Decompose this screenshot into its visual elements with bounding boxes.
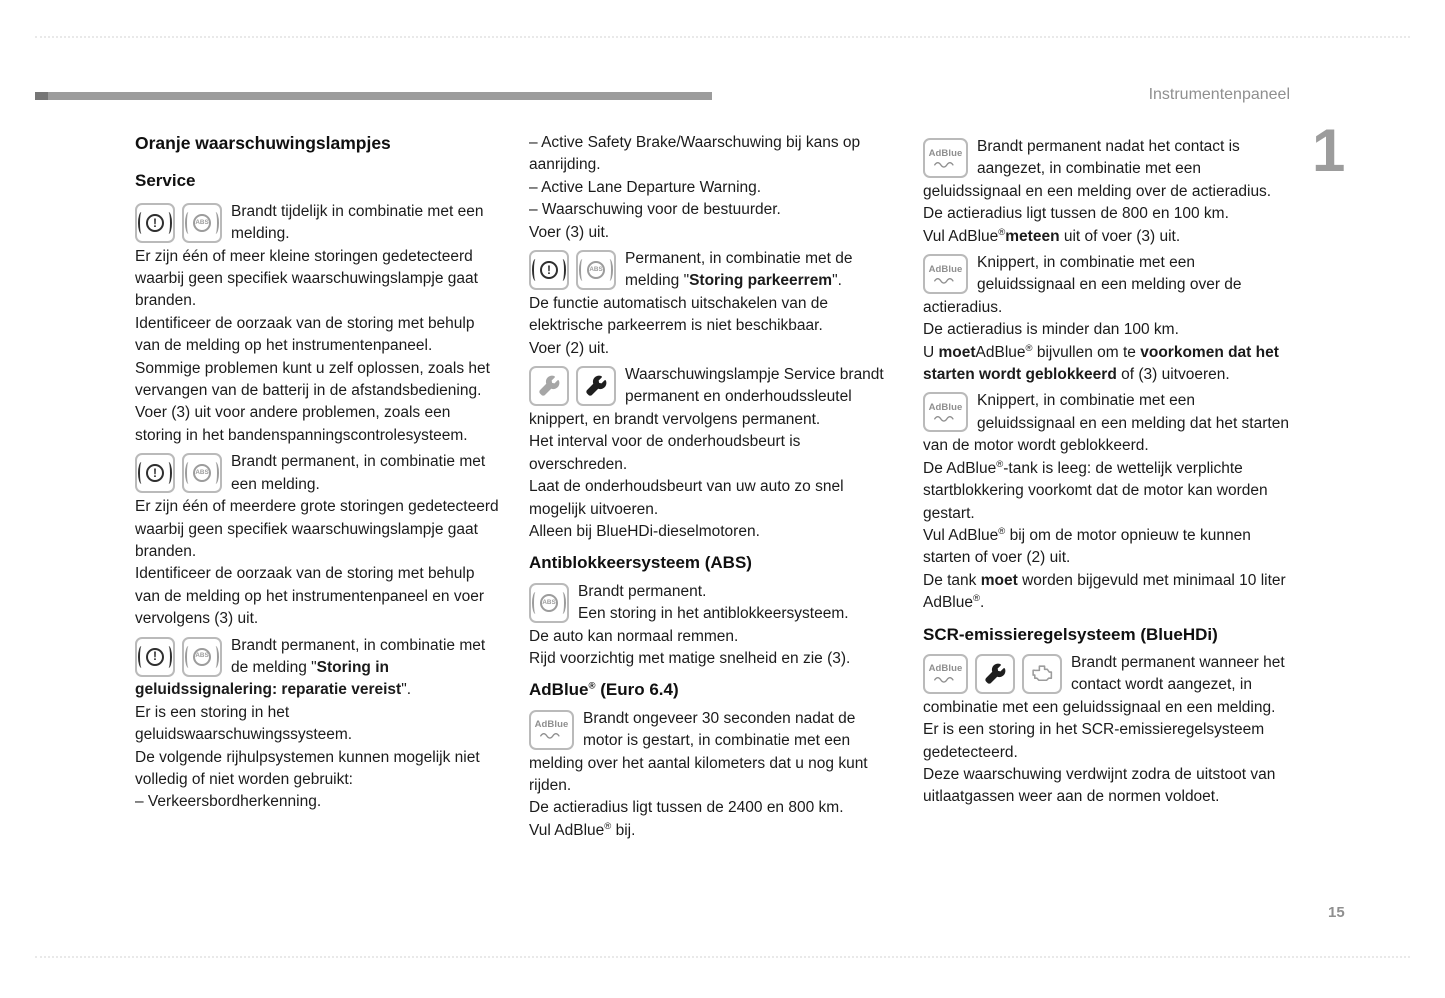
icon-group (135, 453, 222, 493)
icon-group (923, 392, 968, 432)
paren-right (212, 462, 219, 484)
adblue-icon (923, 254, 968, 294)
paragraph: Deze waarschuwing verdwijnt zodra de uitstoot van uitlaatgassen weer aan de normen voldoet. (923, 765, 1276, 806)
wrench-bold-icon (975, 654, 1015, 694)
adblue-icon (529, 710, 574, 750)
list-item: – Active Lane Departure Warning. (529, 178, 762, 196)
scr-entry (923, 652, 1293, 719)
adblue-label: AdBlue (928, 147, 963, 159)
paragraph: Er is een storing in het geluidswaarschuwingssysteem. (135, 703, 353, 744)
heading-service: Service (135, 171, 196, 191)
paren-left (185, 212, 192, 234)
entry-text: Brandt permanent wanneer het contact wordt aangezet, in combinatie met een geluidssignaal en een melding. (923, 653, 1285, 716)
service-interval-entry (529, 364, 891, 431)
abs-glyph: ABS (540, 594, 558, 612)
entry-text: Brandt permanent, in combinatie met de melding "Storing in geluidssignalering: reparatie vereist". (135, 636, 486, 699)
engine-icon (1022, 654, 1062, 694)
abs-glyph: ABS (587, 261, 605, 279)
adblue-icon (923, 654, 968, 694)
warning-entry (135, 635, 499, 702)
icon-group (135, 637, 222, 677)
paragraph: Vul AdBlue® bij om de motor opnieuw te kunnen starten of voer (2) uit. (923, 525, 1251, 567)
bottom-divider (35, 956, 1410, 958)
paragraph: De volgende rijhulpsystemen kunnen mogelijk niet volledig of niet worden gebruikt: (135, 748, 480, 788)
paragraph: Er is een storing in het SCR-emissieregelsysteem gedetecteerd. (923, 721, 1265, 761)
paren-left (579, 259, 586, 281)
adblue-icon (923, 392, 968, 432)
adblue-entry (923, 390, 1293, 457)
paragraph: De functie automatisch uitschakelen van de elektrische parkeerrem is niet beschikbaar. (529, 294, 828, 335)
section-bar (35, 92, 712, 100)
chapter-tab: 1 (1312, 117, 1346, 184)
entry-text: Brandt permanent, in combinatie met een melding. (231, 453, 486, 493)
paragraph: De AdBlue®-tank is leeg: de wettelijk verplichte startblokkering voorkomt dat de motor kan worden gestart. (923, 458, 1268, 522)
paragraph: Voer (2) uit. (529, 339, 610, 357)
paragraph: Identificeer de oorzaak van de storing met behulp van de melding op het instrumentenpaneel. (135, 314, 475, 355)
warning-entry (135, 201, 499, 246)
entry-text: Brandt permanent. Een storing in het antiblokkeersysteem. (578, 582, 849, 623)
service-warning-icon (529, 250, 569, 290)
paragraph: Het interval voor de onderhoudsbeurt is overschreden. (529, 433, 801, 473)
abs-entry (529, 581, 891, 626)
adblue-label: AdBlue (928, 401, 963, 413)
entry-text: Brandt ongeveer 30 seconden nadat de motor is gestart, in combinatie met een melding over het aantal kilometers dat u nog kunt rijden. (529, 709, 868, 794)
exclamation-glyph: ! (146, 214, 164, 232)
paragraph: De tank moet worden bijgevuld met minimaal 10 liter AdBlue®. (923, 571, 1286, 612)
abs-icon (529, 583, 569, 623)
icon-group (923, 254, 968, 294)
icon-group (529, 250, 616, 290)
service-warning-icon (135, 637, 175, 677)
adblue-label: AdBlue (928, 663, 963, 675)
abs-glyph: ABS (193, 648, 211, 666)
wave-glyph (933, 674, 959, 684)
adblue-label: AdBlue (534, 719, 569, 731)
paren-left (138, 646, 145, 668)
column-3 (923, 132, 1293, 809)
paragraph: Vul AdBlue®meteen uit of voer (3) uit. (923, 226, 1181, 245)
paragraph: De actieradius is minder dan 100 km. (923, 321, 1179, 339)
top-divider (35, 36, 1410, 38)
paren-left (532, 592, 539, 614)
icon-group (135, 203, 222, 243)
paragraph: Identificeer de oorzaak van de storing met behulp van de melding op het instrumentenpaneel en voer vervolgens (3) uit. (135, 565, 484, 628)
warning-entry (135, 451, 499, 496)
entry-text: Brandt tijdelijk in combinatie met een melding. (231, 202, 484, 243)
abs-glyph: ABS (193, 464, 211, 482)
abs-icon (182, 637, 222, 677)
heading-adblue: AdBlue® (Euro 6.4) (529, 680, 679, 700)
page-title: Oranje waarschuwingslampjes (135, 133, 391, 153)
heading-abs: Antiblokkeersysteem (ABS) (529, 553, 752, 573)
wave-glyph (933, 159, 959, 169)
abs-icon (576, 250, 616, 290)
entry-text: Brandt permanent nadat het contact is aangezet, in combinatie met een geluidssignaal en een melding over de actieradius. (923, 138, 1272, 200)
icon-group (529, 583, 569, 623)
paren-left (185, 646, 192, 668)
service-warning-icon (135, 203, 175, 243)
paragraph: Sommige problemen kunt u zelf oplossen, zoals het vervangen van de batterij in de afstandsbediening. (135, 359, 490, 400)
icon-group (529, 366, 616, 406)
paren-left (185, 462, 192, 484)
wave-glyph (933, 275, 959, 285)
paragraph: De actieradius ligt tussen de 2400 en 800 km. (529, 799, 844, 817)
page-number: 15 (1328, 904, 1345, 921)
paren-right (559, 259, 566, 281)
icon-group (923, 654, 1062, 694)
wave-glyph (933, 413, 959, 423)
section-bar-cap (35, 92, 48, 100)
paragraph: De actieradius ligt tussen de 800 en 100 km. (923, 205, 1229, 223)
paragraph: Er zijn één of meer kleine storingen gedetecteerd waarbij geen specifiek waarschuwingslampje gaat branden. (135, 247, 478, 310)
entry-text: Knippert, in combinatie met een geluidssignaal en een melding over de actieradius. (923, 254, 1242, 316)
entry-text: Knippert, in combinatie met een geluidssignaal en een melding dat het starten van de motor wordt geblokkeerd. (923, 392, 1289, 455)
adblue-entry (923, 136, 1293, 203)
exclamation-glyph: ! (146, 464, 164, 482)
list-item: – Active Safety Brake/Waarschuwing bij kans op aanrijding. (529, 134, 861, 174)
column-1 (135, 132, 499, 814)
paren-right (165, 646, 172, 668)
service-warning-icon (135, 453, 175, 493)
wrench-icon (529, 366, 569, 406)
paren-right (165, 462, 172, 484)
entry-text: Permanent, in combinatie met de melding "Storing parkeerrem". (625, 250, 853, 290)
icon-group (923, 138, 968, 178)
column-2 (529, 132, 891, 842)
paragraph: Er zijn één of meerdere grote storingen gedetecteerd waarbij geen specifiek waarschuwingslampje gaat branden. (135, 498, 499, 560)
exclamation-glyph: ! (540, 261, 558, 279)
paragraph: Laat de onderhoudsbeurt van uw auto zo snel mogelijk uitvoeren. (529, 478, 844, 518)
paragraph: Alleen bij BlueHDi-dieselmotoren. (529, 522, 760, 540)
abs-icon (182, 453, 222, 493)
entry-text: Waarschuwingslampje Service brandt permanent en onderhoudssleutel knippert, en brandt vervolgens permanent. (529, 366, 884, 428)
exclamation-glyph: ! (146, 648, 164, 666)
paragraph: U moetAdBlue® bijvullen om te voorkomen dat het starten wordt geblokkeerd of (3) uitvoeren. (923, 342, 1279, 384)
wave-glyph (539, 730, 565, 740)
paragraph: Rijd voorzichtig met matige snelheid en zie (3). (529, 649, 851, 667)
paragraph: Voer (3) uit voor andere problemen, zoals een storing in het bandenspanningscontrolesysteem. (135, 404, 468, 444)
wrench-bold-icon (576, 366, 616, 406)
adblue-icon (923, 138, 968, 178)
paragraph: Vul AdBlue® bij. (529, 820, 636, 839)
list-item: – Verkeersbordherkenning. (135, 793, 322, 811)
paragraph: Voer (3) uit. (529, 223, 610, 241)
abs-icon (182, 203, 222, 243)
adblue-entry (529, 708, 891, 798)
paragraph: De auto kan normaal remmen. (529, 627, 739, 645)
paren-right (559, 592, 566, 614)
heading-scr: SCR-emissieregelsysteem (BlueHDi) (923, 624, 1218, 644)
adblue-label: AdBlue (928, 263, 963, 275)
icon-group (529, 710, 574, 750)
adblue-entry (923, 252, 1293, 319)
paren-right (165, 212, 172, 234)
paren-left (532, 259, 539, 281)
abs-glyph: ABS (193, 214, 211, 232)
paren-right (606, 259, 613, 281)
running-header: Instrumentenpaneel (1148, 86, 1290, 103)
paren-left (138, 462, 145, 484)
paren-right (212, 646, 219, 668)
warning-entry (529, 248, 891, 293)
paren-right (212, 212, 219, 234)
list-item: – Waarschuwing voor de bestuurder. (529, 201, 781, 219)
paren-left (138, 212, 145, 234)
